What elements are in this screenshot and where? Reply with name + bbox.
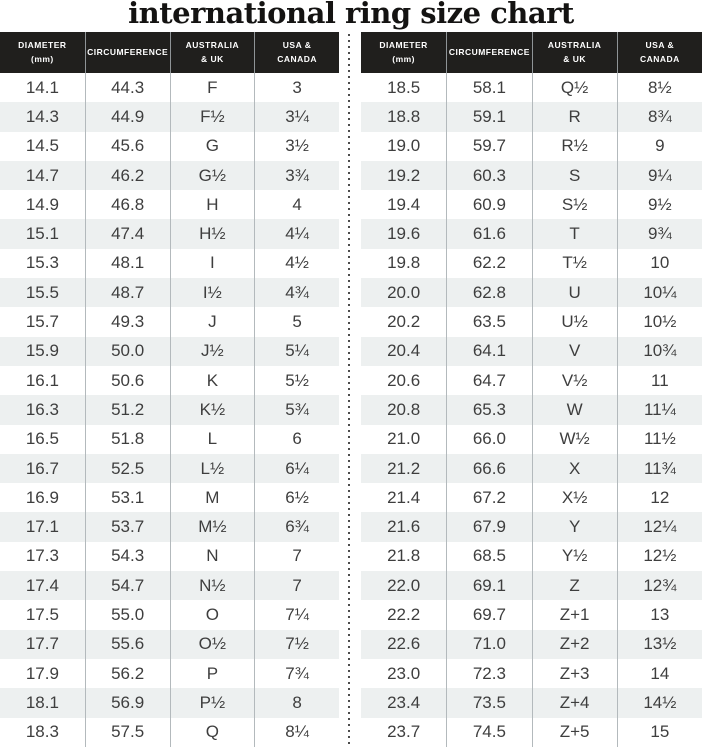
table-cell: W xyxy=(532,395,617,424)
table-cell: P xyxy=(170,659,255,688)
table-cell: 60.3 xyxy=(446,161,531,190)
table-row xyxy=(361,190,702,219)
table-cell: 53.1 xyxy=(85,483,170,512)
table-cell: Y xyxy=(532,512,617,541)
table-cell: 3¾ xyxy=(254,161,339,190)
table-cell: 73.5 xyxy=(446,688,531,717)
table-row xyxy=(0,483,339,512)
column-header-line: AUSTRALIA xyxy=(185,40,240,51)
table-row xyxy=(361,366,702,395)
table-cell: 54.3 xyxy=(85,542,170,571)
table-cell: 14½ xyxy=(617,688,702,717)
table-cell: K xyxy=(170,366,255,395)
column-header-line: USA & xyxy=(645,40,675,51)
column-header-line: AUSTRALIA xyxy=(547,40,602,51)
table-cell: 69.1 xyxy=(446,571,531,600)
table-cell: 54.7 xyxy=(85,571,170,600)
page-title: international ring size chart xyxy=(128,0,574,30)
table-cell: G½ xyxy=(170,161,255,190)
table-row xyxy=(361,630,702,659)
table-cell: 48.1 xyxy=(85,249,170,278)
table-cell: 53.7 xyxy=(85,512,170,541)
table-cell: 44.3 xyxy=(85,73,170,102)
table-cell: F½ xyxy=(170,102,255,131)
ring-size-table-right xyxy=(361,32,702,747)
table-cell: R½ xyxy=(532,132,617,161)
column-header xyxy=(361,32,446,73)
table-cell: 23.0 xyxy=(387,663,421,683)
table-cell: 11¾ xyxy=(617,454,702,483)
table-cell: 63.5 xyxy=(446,307,531,336)
table-cell: 9 xyxy=(617,132,702,161)
table-cell: 10¼ xyxy=(617,278,702,307)
column-header-line: CIRCUMFERENCE xyxy=(448,46,530,57)
table-cell: 17.4 xyxy=(25,575,59,595)
table-cell: T xyxy=(532,219,617,248)
table-cell: 16.5 xyxy=(25,429,59,449)
table-cell: 66.0 xyxy=(446,425,531,454)
table-cell: 15.7 xyxy=(25,312,59,332)
table-cell: M xyxy=(170,483,255,512)
table-cell: 10 xyxy=(617,249,702,278)
table-cell: 14.7 xyxy=(25,165,59,185)
table-cell: 9¾ xyxy=(617,219,702,248)
table-cell: I xyxy=(170,249,255,278)
table-cell: 4¾ xyxy=(254,278,339,307)
table-row xyxy=(0,454,339,483)
dotted-divider xyxy=(348,34,350,747)
table-cell: 12¼ xyxy=(617,512,702,541)
table-cell: 51.2 xyxy=(85,395,170,424)
table-cell: 7¼ xyxy=(254,600,339,629)
table-cell: 18.1 xyxy=(25,692,59,712)
table-cell: 15 xyxy=(617,718,702,747)
table-cell: 67.9 xyxy=(446,512,531,541)
table-cell: 8 xyxy=(254,688,339,717)
table-cell: 11¼ xyxy=(617,395,702,424)
table-cell: 12¾ xyxy=(617,571,702,600)
table-cell: 62.8 xyxy=(446,278,531,307)
table-cell: 69.7 xyxy=(446,600,531,629)
column-header xyxy=(254,32,339,73)
table-cell: 16.1 xyxy=(25,370,59,390)
table-row xyxy=(0,337,339,366)
table-cell: T½ xyxy=(532,249,617,278)
table-row xyxy=(361,102,702,131)
table-cell: I½ xyxy=(170,278,255,307)
table-cell: 22.6 xyxy=(387,634,421,654)
table-cell: 18.5 xyxy=(387,77,421,97)
table-cell: 10½ xyxy=(617,307,702,336)
table-row xyxy=(0,512,339,541)
table-cell: 48.7 xyxy=(85,278,170,307)
table-cell: 45.6 xyxy=(85,132,170,161)
table-row xyxy=(361,542,702,571)
column-header xyxy=(617,32,702,73)
table-cell: 9¼ xyxy=(617,161,702,190)
table-row xyxy=(0,219,339,248)
table-cell: 6¼ xyxy=(254,454,339,483)
table-row xyxy=(361,219,702,248)
table-row xyxy=(361,73,702,102)
table-cell: 7 xyxy=(254,571,339,600)
table-cell: Q xyxy=(170,718,255,747)
table-cell: 21.0 xyxy=(387,429,421,449)
ring-size-table-left xyxy=(0,32,339,747)
table-row xyxy=(361,688,702,717)
column-header-line: CIRCUMFERENCE xyxy=(87,46,169,57)
table-row xyxy=(361,659,702,688)
table-cell: 8¾ xyxy=(617,102,702,131)
column-header xyxy=(532,32,617,73)
table-cell: 4½ xyxy=(254,249,339,278)
table-row xyxy=(0,307,339,336)
table-cell: 67.2 xyxy=(446,483,531,512)
table-cell: 49.3 xyxy=(85,307,170,336)
column-header-line: CANADA xyxy=(277,53,318,64)
table-cell: 16.7 xyxy=(25,458,59,478)
table-cell: 51.8 xyxy=(85,425,170,454)
table-cell: 65.3 xyxy=(446,395,531,424)
table-row xyxy=(361,483,702,512)
table-row xyxy=(0,571,339,600)
table-cell: 21.6 xyxy=(387,517,421,537)
table-cell: Z+2 xyxy=(532,630,617,659)
table-cell: 12½ xyxy=(617,542,702,571)
table-cell: 19.0 xyxy=(387,136,421,156)
table-cell: 20.8 xyxy=(387,399,421,419)
column-header-line: (mm) xyxy=(30,53,54,64)
table-cell: 74.5 xyxy=(446,718,531,747)
table-cell: 14.1 xyxy=(25,77,59,97)
table-cell: U xyxy=(532,278,617,307)
table-cell: 5¾ xyxy=(254,395,339,424)
table-cell: 8¼ xyxy=(254,718,339,747)
table-cell: 3¼ xyxy=(254,102,339,131)
table-row xyxy=(361,337,702,366)
table-cell: 17.7 xyxy=(25,634,59,654)
table-cell: S½ xyxy=(532,190,617,219)
column-header-line: DIAMETER xyxy=(18,40,67,51)
table-cell: 5½ xyxy=(254,366,339,395)
table-cell: 15.1 xyxy=(25,224,59,244)
table-row xyxy=(0,73,339,102)
table-row xyxy=(0,630,339,659)
table-cell: 18.3 xyxy=(25,722,59,742)
table-row xyxy=(0,102,339,131)
table-cell: 17.1 xyxy=(25,517,59,537)
table-row xyxy=(0,161,339,190)
table-cell: 23.4 xyxy=(387,692,421,712)
table-cell: 21.4 xyxy=(387,487,421,507)
table-cell: 55.6 xyxy=(85,630,170,659)
table-cell: 9½ xyxy=(617,190,702,219)
table-cell: 3 xyxy=(254,73,339,102)
table-cell: 59.1 xyxy=(446,102,531,131)
table-cell: 55.0 xyxy=(85,600,170,629)
table-cell: 14.3 xyxy=(25,106,59,126)
table-cell: 56.9 xyxy=(85,688,170,717)
table-cell: Z+4 xyxy=(532,688,617,717)
table-cell: 50.0 xyxy=(85,337,170,366)
table-cell: 11 xyxy=(617,366,702,395)
table-row xyxy=(0,425,339,454)
table-cell: 62.2 xyxy=(446,249,531,278)
table-cell: 17.3 xyxy=(25,546,59,566)
table-cell: 7 xyxy=(254,542,339,571)
table-cell: 19.8 xyxy=(387,253,421,273)
table-cell: 10¾ xyxy=(617,337,702,366)
table-cell: O xyxy=(170,600,255,629)
table-cell: 4¼ xyxy=(254,219,339,248)
table-cell: Y½ xyxy=(532,542,617,571)
table-cell: 13½ xyxy=(617,630,702,659)
table-row xyxy=(0,688,339,717)
table-row xyxy=(0,718,339,747)
table-cell: 57.5 xyxy=(85,718,170,747)
table-cell: X xyxy=(532,454,617,483)
table-cell: 56.2 xyxy=(85,659,170,688)
table-cell: 4 xyxy=(254,190,339,219)
table-cell: 15.5 xyxy=(25,282,59,302)
table-cell: O½ xyxy=(170,630,255,659)
table-row xyxy=(0,190,339,219)
table-cell: 16.3 xyxy=(25,399,59,419)
table-cell: H xyxy=(170,190,255,219)
table-cell: G xyxy=(170,132,255,161)
column-header-line: & UK xyxy=(200,53,224,64)
table-cell: Z xyxy=(532,571,617,600)
table-cell: 21.2 xyxy=(387,458,421,478)
table-cell: 60.9 xyxy=(446,190,531,219)
table-row xyxy=(361,571,702,600)
column-header xyxy=(0,32,85,73)
table-cell: 64.7 xyxy=(446,366,531,395)
table-cell: 68.5 xyxy=(446,542,531,571)
table-cell: Z+1 xyxy=(532,600,617,629)
table-cell: 23.7 xyxy=(387,722,421,742)
table-cell: 17.9 xyxy=(25,663,59,683)
column-header-line: & UK xyxy=(563,53,587,64)
table-cell: 71.0 xyxy=(446,630,531,659)
table-cell: 3½ xyxy=(254,132,339,161)
table-cell: 46.8 xyxy=(85,190,170,219)
table-cell: 7¾ xyxy=(254,659,339,688)
column-header xyxy=(170,32,255,73)
table-cell: 50.6 xyxy=(85,366,170,395)
table-row xyxy=(0,542,339,571)
table-row xyxy=(361,600,702,629)
table-row xyxy=(0,600,339,629)
table-cell: 44.9 xyxy=(85,102,170,131)
table-row xyxy=(361,307,702,336)
table-cell: 19.6 xyxy=(387,224,421,244)
table-cell: 46.2 xyxy=(85,161,170,190)
table-cell: L½ xyxy=(170,454,255,483)
table-cell: 15.3 xyxy=(25,253,59,273)
table-cell: N xyxy=(170,542,255,571)
table-row xyxy=(361,512,702,541)
table-header-row xyxy=(0,32,339,73)
table-cell: 21.8 xyxy=(387,546,421,566)
table-cell: 12 xyxy=(617,483,702,512)
table-cell: 6 xyxy=(254,425,339,454)
table-cell: 15.9 xyxy=(25,341,59,361)
column-header xyxy=(446,32,531,73)
table-cell: 11½ xyxy=(617,425,702,454)
table-cell: X½ xyxy=(532,483,617,512)
table-cell: F xyxy=(170,73,255,102)
table-cell: S xyxy=(532,161,617,190)
table-cell: 17.5 xyxy=(25,604,59,624)
table-cell: 64.1 xyxy=(446,337,531,366)
table-cell: 72.3 xyxy=(446,659,531,688)
table-header-row xyxy=(361,32,702,73)
table-cell: 20.4 xyxy=(387,341,421,361)
table-cell: L xyxy=(170,425,255,454)
table-row xyxy=(0,659,339,688)
table-row xyxy=(0,249,339,278)
table-cell: Q½ xyxy=(532,73,617,102)
table-cell: V½ xyxy=(532,366,617,395)
table-cell: 7½ xyxy=(254,630,339,659)
table-cell: P½ xyxy=(170,688,255,717)
table-cell: 20.0 xyxy=(387,282,421,302)
table-cell: 20.6 xyxy=(387,370,421,390)
table-cell: 8½ xyxy=(617,73,702,102)
table-cell: 6½ xyxy=(254,483,339,512)
table-row xyxy=(0,278,339,307)
table-cell: J xyxy=(170,307,255,336)
table-row xyxy=(361,132,702,161)
column-header-line: (mm) xyxy=(392,53,416,64)
table-cell: 14 xyxy=(617,659,702,688)
table-row xyxy=(0,366,339,395)
table-cell: 19.4 xyxy=(387,194,421,214)
table-cell: 6¾ xyxy=(254,512,339,541)
table-row xyxy=(361,454,702,483)
column-header-line: CANADA xyxy=(639,53,680,64)
table-cell: 22.2 xyxy=(387,604,421,624)
table-row xyxy=(361,249,702,278)
table-cell: V xyxy=(532,337,617,366)
table-cell: U½ xyxy=(532,307,617,336)
table-row xyxy=(361,278,702,307)
table-cell: 61.6 xyxy=(446,219,531,248)
table-cell: R xyxy=(532,102,617,131)
table-cell: Z+5 xyxy=(532,718,617,747)
table-cell: Z+3 xyxy=(532,659,617,688)
column-header xyxy=(85,32,170,73)
table-cell: 52.5 xyxy=(85,454,170,483)
column-header-line: USA & xyxy=(282,40,312,51)
table-row xyxy=(361,161,702,190)
table-cell: 66.6 xyxy=(446,454,531,483)
table-cell: 47.4 xyxy=(85,219,170,248)
table-cell: 59.7 xyxy=(446,132,531,161)
table-cell: 16.9 xyxy=(25,487,59,507)
table-cell: W½ xyxy=(532,425,617,454)
table-row xyxy=(0,395,339,424)
table-cell: 22.0 xyxy=(387,575,421,595)
table-row xyxy=(361,425,702,454)
table-row xyxy=(361,718,702,747)
table-row xyxy=(0,132,339,161)
table-cell: 14.5 xyxy=(25,136,59,156)
table-cell: M½ xyxy=(170,512,255,541)
table-cell: 18.8 xyxy=(387,106,421,126)
table-cell: 14.9 xyxy=(25,194,59,214)
table-cell: N½ xyxy=(170,571,255,600)
table-cell: 58.1 xyxy=(446,73,531,102)
column-header-line: DIAMETER xyxy=(379,40,428,51)
table-cell: H½ xyxy=(170,219,255,248)
table-cell: 5 xyxy=(254,307,339,336)
table-cell: 19.2 xyxy=(387,165,421,185)
table-cell: J½ xyxy=(170,337,255,366)
table-row xyxy=(361,395,702,424)
table-cell: K½ xyxy=(170,395,255,424)
table-cell: 20.2 xyxy=(387,312,421,332)
table-cell: 13 xyxy=(617,600,702,629)
table-cell: 5¼ xyxy=(254,337,339,366)
